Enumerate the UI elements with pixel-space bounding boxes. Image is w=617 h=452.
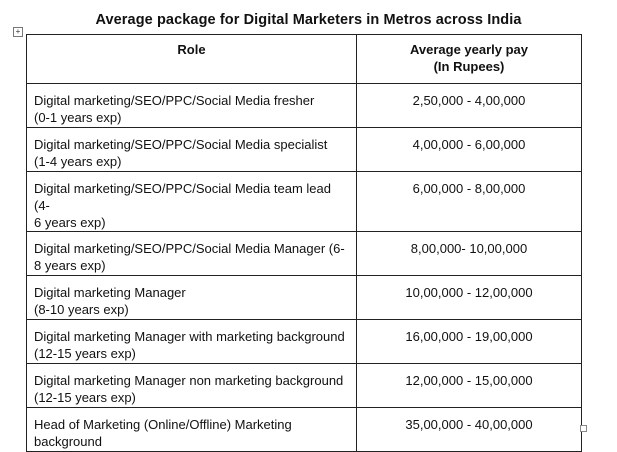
table-resize-handle[interactable] [580, 425, 587, 432]
table-row [27, 172, 582, 232]
table-row [27, 320, 582, 364]
table-row [27, 232, 582, 276]
table-row [27, 408, 582, 452]
role-cell: Digital marketing/SEO/PPC/Social Media team lead (4- 6 years exp) [27, 172, 357, 232]
pay-cell: 2,50,000 - 4,00,000 [357, 84, 582, 128]
table-row [27, 364, 582, 408]
table-header-row [27, 35, 582, 84]
pay-cell: 12,00,000 - 15,00,000 [357, 364, 582, 408]
pay-cell: 16,00,000 - 19,00,000 [357, 320, 582, 364]
role-cell: Digital marketing/SEO/PPC/Social Media Manager (6- 8 years exp) [27, 232, 357, 276]
role-cell: Digital marketing/SEO/PPC/Social Media specialist (1-4 years exp) [27, 128, 357, 172]
table-move-handle-icon[interactable]: + [13, 27, 23, 37]
page-title: Average package for Digital Marketers in Metros across India [95, 12, 522, 28]
pay-cell: 10,00,000 - 12,00,000 [357, 276, 582, 320]
table-row [27, 128, 582, 172]
table-row [27, 276, 582, 320]
table-row [27, 84, 582, 128]
header-average-pay: Average yearly pay (In Rupees) [357, 35, 582, 84]
pay-cell: 8,00,000- 10,00,000 [357, 232, 582, 276]
salary-table [26, 34, 582, 452]
role-cell: Digital marketing/SEO/PPC/Social Media fresher (0-1 years exp) [27, 84, 357, 128]
role-cell: Head of Marketing (Online/Offline) Marketing background [27, 408, 357, 452]
role-cell: Digital marketing Manager (8-10 years exp) [27, 276, 357, 320]
pay-cell: 4,00,000 - 6,00,000 [357, 128, 582, 172]
role-cell: Digital marketing Manager with marketing background (12-15 years exp) [27, 320, 357, 364]
header-role: Role [27, 35, 357, 84]
pay-cell: 35,00,000 - 40,00,000 [357, 408, 582, 452]
pay-cell: 6,00,000 - 8,00,000 [357, 172, 582, 232]
role-cell: Digital marketing Manager non marketing background (12-15 years exp) [27, 364, 357, 408]
